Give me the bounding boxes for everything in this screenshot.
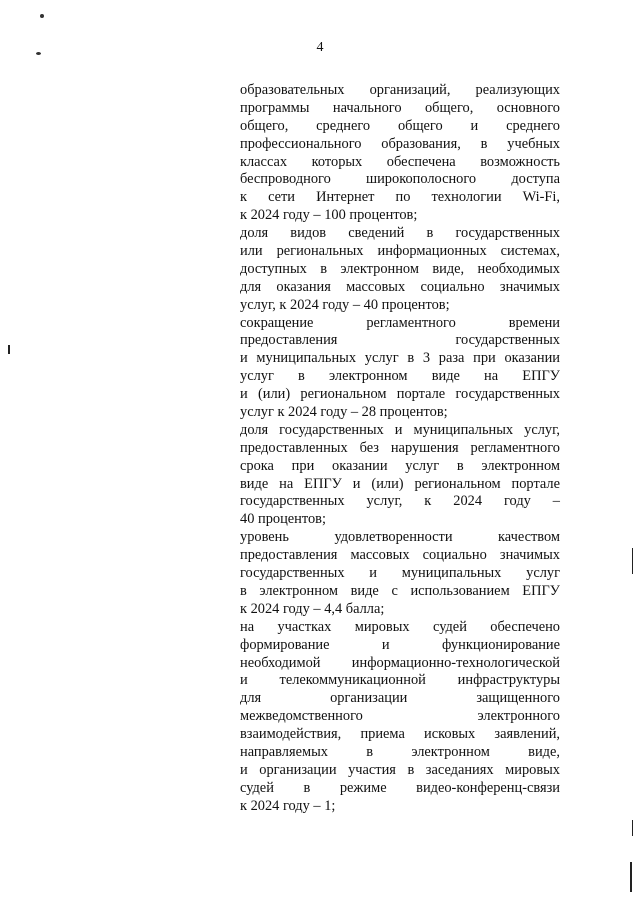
text-line: необходимой информационно-технологической (240, 654, 560, 671)
text-line: 40 процентов; (240, 511, 326, 528)
text-line: общего, среднего общего и среднего (240, 117, 560, 134)
document-body (240, 82, 560, 816)
paragraph (240, 619, 560, 816)
text-line: предоставления государственных (240, 332, 560, 349)
text-line: доля государственных и муниципальных услуг, (240, 421, 560, 438)
text-line: для оказания массовых социально значимых (240, 278, 560, 295)
text-line: услуг в электронном виде на ЕПГУ (240, 368, 560, 385)
text-line: срока при оказании услуг в электронном (240, 457, 560, 474)
text-line: и телекоммуникационной инфраструктуры (240, 672, 560, 689)
text-line: классах которых обеспечена возможность (240, 153, 560, 170)
scan-speck (36, 52, 41, 55)
text-line: предоставленных без нарушения регламентного (240, 439, 560, 456)
text-line: образовательных организаций, реализующих (240, 82, 560, 98)
text-line: и организации участия в заседаниях мировых (240, 761, 560, 778)
text-line: для организации защищенного (240, 690, 560, 707)
text-line: к 2024 году – 4,4 балла; (240, 600, 385, 617)
text-line: в электронном виде с использованием ЕПГУ (240, 582, 560, 599)
text-line: беспроводного широкополосного доступа (240, 171, 560, 188)
text-line: государственных и муниципальных услуг (240, 565, 560, 582)
text-line: услуг к 2024 году – 28 процентов; (240, 404, 448, 421)
text-line: взаимодействия, приема исковых заявлений, (240, 726, 560, 743)
text-line: программы начального общего, основного (240, 99, 560, 116)
text-line: уровень удовлетворенности качеством (240, 529, 560, 546)
paragraph (240, 529, 560, 618)
paragraph (240, 422, 560, 529)
text-line: или региональных информационных системах, (240, 243, 560, 260)
text-line: услуг, к 2024 году – 40 процентов; (240, 296, 450, 313)
text-line: и (или) региональном портале государственных (240, 386, 560, 403)
scan-speck (40, 14, 44, 18)
text-line: судей в режиме видео-конференц-связи (240, 779, 560, 796)
text-line: межведомственного электронного (240, 708, 560, 725)
text-line: виде на ЕПГУ и (или) региональном портале (240, 475, 560, 492)
text-line: к сети Интернет по технологии Wi-Fi, (240, 189, 560, 206)
scan-edge-mark (632, 548, 633, 574)
text-line: к 2024 году – 1; (240, 797, 336, 814)
text-line: профессионального образования, в учебных (240, 135, 560, 152)
text-line: к 2024 году – 100 процентов; (240, 207, 418, 224)
text-line: доступных в электронном виде, необходимых (240, 260, 560, 277)
paragraph (240, 82, 560, 225)
text-line: направляемых в электронном виде, (240, 743, 560, 760)
paragraph (240, 315, 560, 422)
scan-edge-mark (8, 345, 10, 354)
text-line: и муниципальных услуг в 3 раза при оказании (240, 350, 560, 367)
text-line: сокращение регламентного времени (240, 314, 560, 331)
text-line: государственных услуг, к 2024 году – (240, 493, 560, 510)
scan-edge-mark (632, 820, 633, 836)
text-line: на участках мировых судей обеспечено (240, 618, 560, 635)
scan-edge-mark (630, 862, 632, 892)
text-line: формирование и функционирование (240, 636, 560, 653)
text-line: доля видов сведений в государственных (240, 225, 560, 242)
paragraph (240, 225, 560, 314)
page-number: 4 (316, 40, 324, 55)
text-line: предоставления массовых социально значимых (240, 547, 560, 564)
